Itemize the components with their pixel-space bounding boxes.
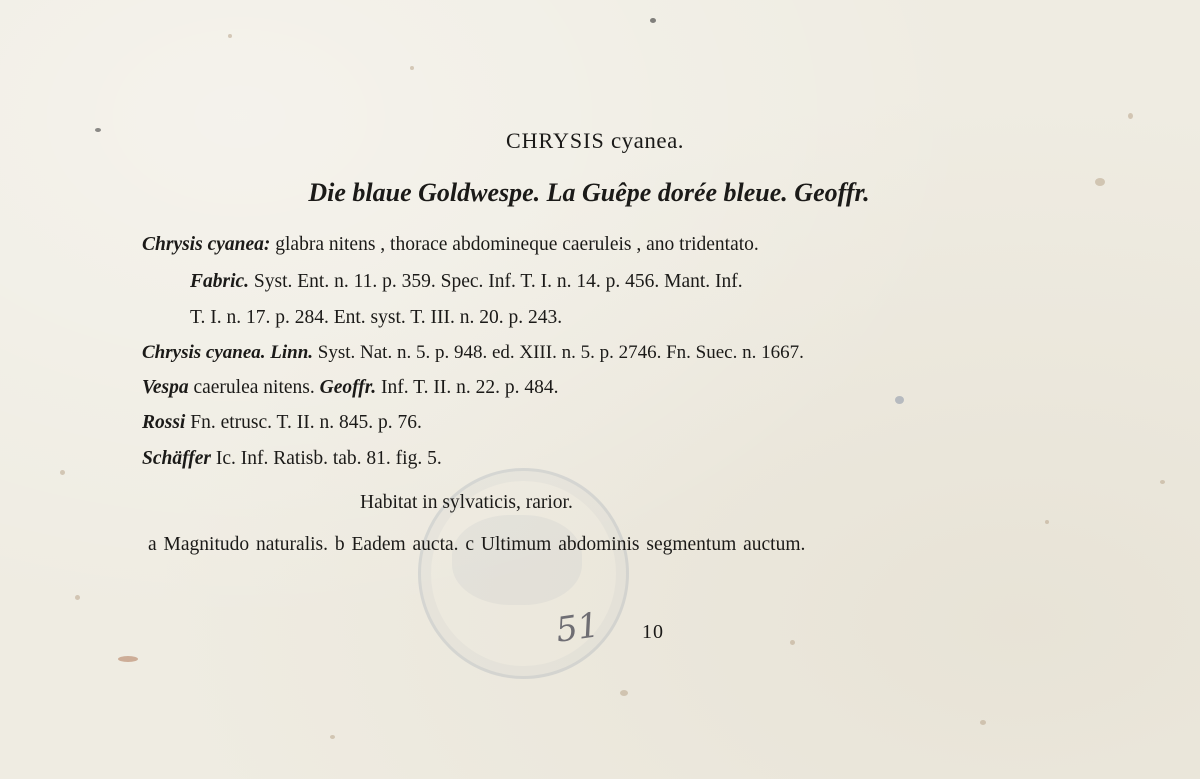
paper-fleck: [980, 720, 986, 725]
reference-text: glabra nitens , thorace abdomineque caeruleis , ano tridentato.: [270, 234, 759, 255]
reference-italic-secondary: Geoffr.: [319, 377, 377, 398]
paper-fleck: [650, 18, 656, 23]
paper-fleck: [1045, 520, 1049, 524]
paper-fleck: [75, 595, 80, 600]
figure-caption: a Magnitudo naturalis. b Eadem aucta. c Ultimum abdominis segmentum auctum.: [148, 534, 806, 555]
paper-fleck: [895, 396, 904, 404]
paper-fleck: [410, 66, 414, 70]
paper-fleck: [228, 34, 232, 38]
reference-text: Syst. Ent. n. 11. p. 359. Spec. Inf. T. I. n. 14. p. 456. Mant. Inf.: [249, 271, 743, 292]
reference-italic-secondary: Linn.: [270, 342, 314, 363]
title-species: cyanea.: [610, 128, 685, 153]
reference-line: [190, 272, 743, 292]
paper-fleck: [620, 690, 628, 696]
reference-line: [142, 413, 422, 433]
paper-fleck: [1128, 113, 1133, 119]
reference-italic: Vespa: [142, 377, 189, 398]
reference-line: [142, 235, 759, 255]
paper-fleck: [330, 735, 335, 739]
reference-line: [142, 378, 558, 398]
reference-italic: Chrysis cyanea:: [142, 234, 271, 255]
paper-fleck: [60, 470, 65, 475]
paper-fleck: [118, 656, 138, 662]
title-genus: CHRYSIS: [505, 128, 605, 153]
paper-fleck: [790, 640, 795, 645]
page-subtitle: Die blaue Goldwespe. La Guêpe dorée bleue. Geoffr.: [308, 178, 870, 207]
reference-text: Fn. etrusc. T. II. n. 845. p. 76.: [185, 412, 422, 433]
paper-fleck: [1160, 480, 1165, 484]
reference-text-secondary: Syst. Nat. n. 5. p. 948. ed. XIII. n. 5. p. 2746. Fn. Suec. n. 1667.: [313, 342, 804, 363]
reference-italic: Schäffer: [142, 448, 211, 469]
reference-text: caerulea nitens.: [188, 377, 320, 398]
page-number: 10: [642, 621, 664, 643]
reference-text-secondary: Inf. T. II. n. 22. p. 484.: [376, 377, 559, 398]
reference-italic: Fabric.: [190, 271, 250, 292]
reference-line: [142, 343, 804, 362]
reference-line: [142, 449, 442, 469]
reference-italic: Rossi: [142, 412, 186, 433]
habitat-note: Habitat in sylvaticis, rarior.: [360, 492, 573, 513]
reference-italic: Chrysis cyanea.: [142, 342, 266, 363]
reference-line: [190, 308, 562, 328]
page-title: [0, 128, 1190, 154]
library-stamp-center: [452, 515, 582, 605]
reference-text: Ic. Inf. Ratisb. tab. 81. fig. 5.: [210, 448, 442, 469]
pencil-mark: 51: [553, 605, 602, 651]
reference-text: T. I. n. 17. p. 284. Ent. syst. T. III. n. 20. p. 243.: [190, 307, 563, 328]
